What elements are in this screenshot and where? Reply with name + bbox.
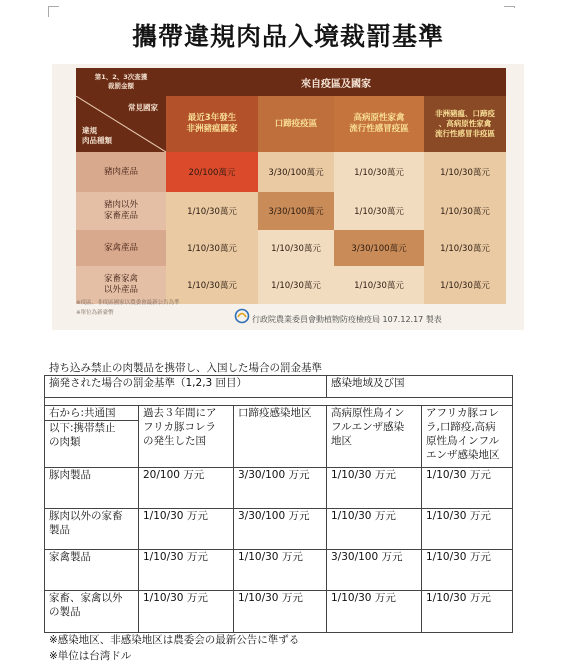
poster-cell: 1/10/30萬元 [258, 230, 334, 266]
translation-cell: 1/10/30 万元 [327, 591, 422, 633]
translation-corner-cell [45, 406, 139, 468]
poster-row-label: 豬肉以外 家畜產品 [76, 192, 166, 230]
translation-cell: 1/10/30 万元 [422, 509, 513, 550]
translation-cell: 1/10/30 万元 [234, 591, 327, 633]
poster-row-label: 豬肉產品 [76, 152, 166, 192]
poster-cell: 20/100萬元 [166, 152, 258, 192]
poster-col-header-hpai: 高病原性家禽 流行性感冒疫區 [334, 96, 424, 152]
translation-header-penalty: 摘発された場合の罰金基準（1,2,3 回目） [45, 376, 327, 398]
poster-cell: 1/10/30萬元 [424, 230, 506, 266]
poster-corner-country: 常見國家 [128, 103, 158, 112]
poster-note-unit: ※單位為新臺幣 [76, 310, 114, 316]
translation-cell: 3/30/100 万元 [327, 550, 422, 591]
poster-cell: 1/10/30萬元 [334, 266, 424, 304]
poster-col-header-asf: 最近3年發生 非洲豬瘟國家 [166, 96, 258, 152]
translation-row-label: 家畜、家禽以外 の製品 [45, 591, 139, 633]
translation-cell: 3/30/100 万元 [234, 509, 327, 550]
poster-cell: 1/10/30萬元 [424, 152, 506, 192]
translation-corner-meat: 以下:携帯禁止 の肉類 [45, 420, 138, 449]
poster-cell: 1/10/30萬元 [166, 192, 258, 230]
poster-cell: 1/10/30萬元 [166, 230, 258, 266]
translation-penalty-table [44, 375, 513, 633]
poster-cell: 1/10/30萬元 [166, 266, 258, 304]
translation-cell: 1/10/30 万元 [327, 509, 422, 550]
poster-row-label: 家畜家禽 以外產品 [76, 266, 166, 304]
translation-title: 持ち込み禁止の肉製品を携帯し、入国した場合の罰金基準 [49, 362, 322, 374]
translation-cell: 1/10/30 万元 [422, 468, 513, 509]
translation-row-label: 豚肉以外の家畜 製品 [45, 509, 139, 550]
poster-header-regions: 來自疫區及國家 [166, 68, 506, 96]
translation-row-label: 豚肉製品 [45, 468, 139, 509]
translation-cell: 1/10/30 万元 [234, 550, 327, 591]
poster-cell: 1/10/30萬元 [424, 266, 506, 304]
poster-col-header-free: 非洲豬瘟、口蹄疫 、高病原性家禽 流行性感冒非疫區 [424, 96, 506, 152]
poster-cell: 1/10/30萬元 [334, 192, 424, 230]
poster-title: 攜帶違規肉品入境裁罰基準 [52, 8, 524, 64]
translation-cell: 20/100 万元 [139, 468, 234, 509]
poster-row-label: 家禽產品 [76, 230, 166, 266]
poster-corner-meat: 違規 肉品種類 [82, 126, 112, 145]
translation-cell: 3/30/100 万元 [234, 468, 327, 509]
poster-cell: 3/30/100萬元 [258, 152, 334, 192]
translation-corner-country: 右から:共通国 [49, 407, 116, 419]
translation-col-header-fmd: 口蹄疫感染地区 [234, 406, 327, 468]
poster-note-regions: ※疫區、非疫區國家以農委會最新公告為準 [76, 300, 180, 306]
translation-cell: 1/10/30 万元 [139, 591, 234, 633]
penalty-poster-image [52, 8, 524, 330]
translation-cell: 1/10/30 万元 [139, 509, 234, 550]
translation-note-unit: ※単位は台湾ドル [49, 650, 132, 662]
poster-agency-credit: 行政院農業委員會動植物防疫檢疫局 107.12.17 製表 [252, 315, 442, 324]
poster-cell: 1/10/30萬元 [334, 152, 424, 192]
poster-cell: 1/10/30萬元 [258, 266, 334, 304]
translation-cell: 1/10/30 万元 [422, 591, 513, 633]
translation-cell: 1/10/30 万元 [139, 550, 234, 591]
poster-cell: 3/30/100萬元 [334, 230, 424, 266]
translation-note-regions: ※感染地区、非感染地区は農委会の最新公告に準ずる [49, 634, 300, 646]
translation-cell: 1/10/30 万元 [327, 468, 422, 509]
agency-logo-icon [234, 308, 250, 324]
translation-col-header-hpai: 高病原性鳥イン フルエンザ感染 地区 [327, 406, 422, 468]
poster-header-penalty: 第1、2、3次查獲 裁罰金額 [76, 68, 166, 96]
poster-col-header-fmd: 口蹄疫疫區 [258, 96, 334, 152]
translation-cell: 1/10/30 万元 [422, 550, 513, 591]
poster-corner-cell [76, 96, 166, 152]
poster-cell: 3/30/100萬元 [258, 192, 334, 230]
translation-header-regions: 感染地域及び国 [327, 376, 513, 398]
poster-cell: 1/10/30萬元 [424, 192, 506, 230]
translation-col-header-asf: 過去３年間にア フリカ豚コレラ の発生した国 [139, 406, 234, 468]
translation-col-header-free: アフリカ豚コレ ラ,口蹄疫,高病 原性鳥インフル エンザ感染地区 [422, 406, 513, 468]
translation-row-label: 家禽製品 [45, 550, 139, 591]
poster-penalty-table [76, 68, 506, 304]
